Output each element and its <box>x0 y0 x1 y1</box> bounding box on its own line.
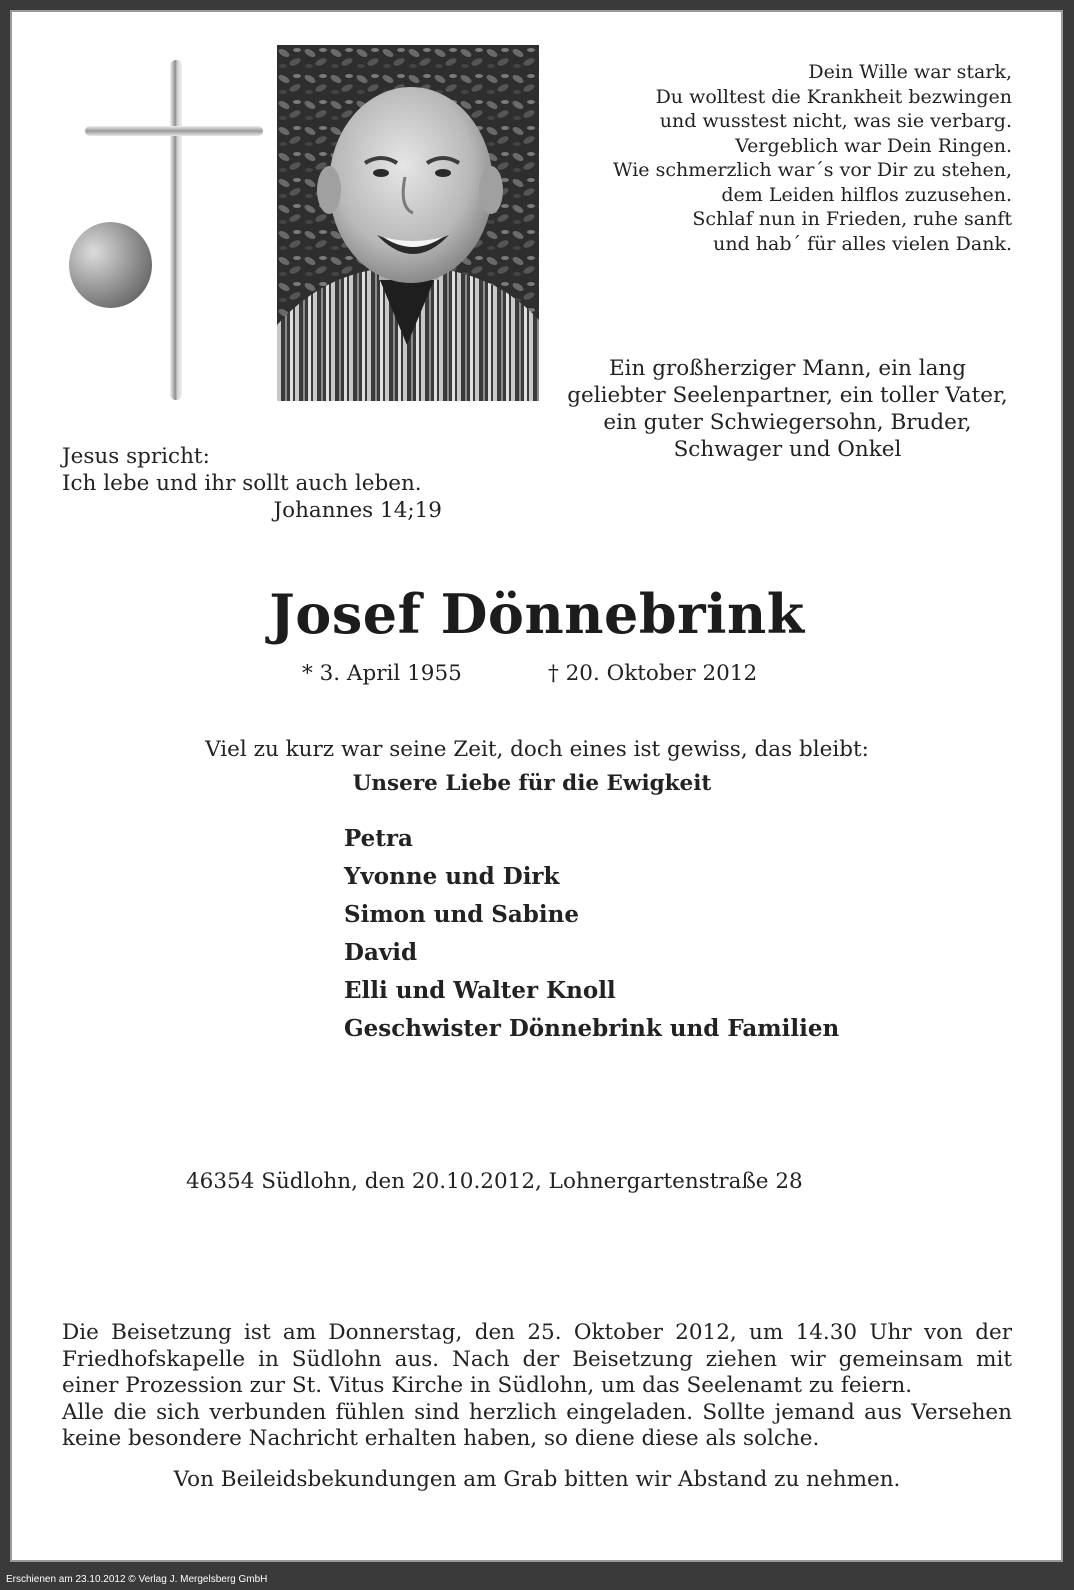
scripture-quote <box>62 443 442 524</box>
deceased-name: Josef Dönnebrink <box>269 582 805 646</box>
memorial-quote: Viel zu kurz war seine Zeit, doch eines ist gewiss, das bleibt: <box>205 737 869 762</box>
list-item: Geschwister Dönnebrink und Familien <box>344 1015 840 1042</box>
list-item: David <box>344 939 418 966</box>
condolence-note: Von Beileidsbekundungen am Grab bitten wir Abstand zu nehmen. <box>173 1467 901 1492</box>
list-item: Yvonne und Dirk <box>344 863 560 890</box>
poem-line: Dein Wille war stark, <box>808 61 1012 83</box>
poem-line: Schlaf nun in Frieden, ruhe sanft <box>692 208 1012 230</box>
burial-info <box>62 1320 1012 1453</box>
tribute-line: Schwager und Onkel <box>673 437 902 462</box>
tribute-line: geliebter Seelenpartner, ein toller Vater, <box>567 383 1008 408</box>
place-date: 46354 Südlohn, den 20.10.2012, Lohnergartenstraße 28 <box>186 1169 803 1194</box>
publication-footer: Erschienen am 23.10.2012 © Verlag J. Mergelsberg GmbH <box>0 1570 1074 1590</box>
tribute-line: ein guter Schwiegersohn, Bruder, <box>603 410 972 435</box>
scripture-line-2: Ich lebe und ihr sollt auch leben. <box>62 471 422 496</box>
list-item: Simon und Sabine <box>344 901 579 928</box>
list-item: Elli und Walter Knoll <box>344 977 616 1004</box>
tribute-line: Ein großherziger Mann, ein lang <box>608 356 967 381</box>
list-item: Petra <box>344 825 413 852</box>
birth-date: * 3. April 1955 <box>302 661 462 686</box>
poem-line: und hab´ für alles vielen Dank. <box>713 232 1012 255</box>
love-line: Unsere Liebe für die Ewigkeit <box>352 771 712 796</box>
poem-line: Wie schmerzlich war´s vor Dir zu stehen, <box>613 159 1012 181</box>
portrait-illustration <box>277 45 539 401</box>
cross-bar <box>85 126 263 136</box>
family-list <box>344 820 839 1048</box>
poem <box>560 60 1012 256</box>
cross-icon <box>170 60 182 400</box>
poem-line: dem Leiden hilflos zuzusehen. <box>721 183 1012 206</box>
portrait-photo <box>277 45 539 401</box>
death-date: † 20. Oktober 2012 <box>548 661 758 686</box>
poem-line: und wusstest nicht, was sie verbarg. <box>659 110 1012 132</box>
scripture-line-1: Jesus spricht: <box>62 444 210 469</box>
burial-paragraph-2: Alle die sich verbunden fühlen sind herzlich eingeladen. Sollte jemand aus Versehen keine besondere Nachricht erhalten haben, so diene diese als solche. <box>62 1399 1012 1451</box>
burial-paragraph-1: Die Beisetzung ist am Donnerstag, den 25. Oktober 2012, um 14.30 Uhr von der Friedhofskapelle in Südlohn aus. Nach der Beisetzung ziehen wir gemeinsam mit einer Prozession zur St. Vitus Kirche in Südlohn, um das Seelenamt zu feiern. <box>62 1320 1012 1398</box>
scripture-reference: Johannes 14;19 <box>273 498 442 523</box>
tribute <box>560 355 1015 463</box>
poem-line: Vergeblich war Dein Ringen. <box>735 134 1012 157</box>
sphere-icon <box>69 222 152 308</box>
poem-line: Du wolltest die Krankheit bezwingen <box>655 85 1012 108</box>
